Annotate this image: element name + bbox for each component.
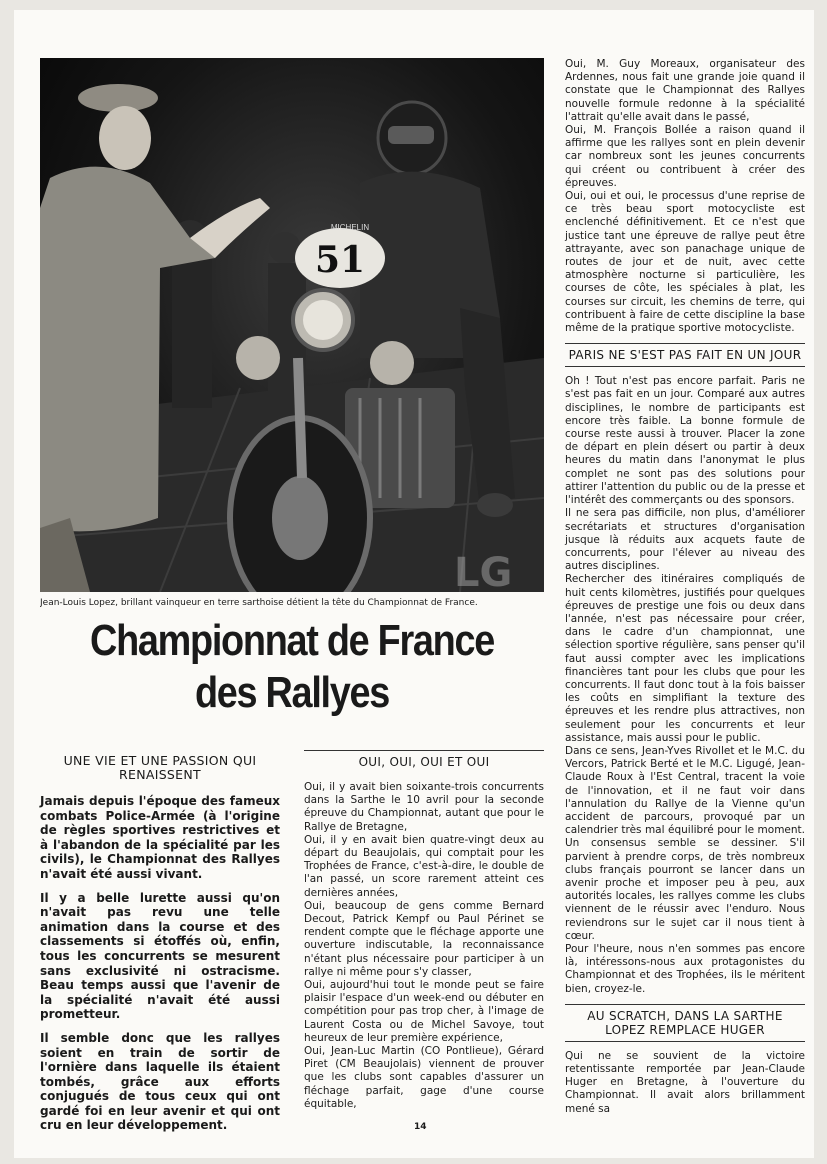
fairing-brand-text: MICHELIN [330, 223, 370, 232]
right-paragraph: Il ne sera pas difficile, non plus, d'améliorer secrétariats et structures d'organisation jusque là réduits aux acquets faute de concurrents, pour l'élever au niveau des autres disciplines. [565, 507, 805, 573]
middle-heading: OUI, OUI, OUI ET OUI [304, 750, 544, 773]
left-paragraph: Il semble donc que les rallyes soient en train de sortir de l'ornière dans laquelle ils étaient tombés, grâce aux efforts conjugués de tous ceux qui ont gardé foi en leur avenir et qui ont cru en leur développement. [40, 1030, 280, 1133]
title-line-2: des Rallyes [194, 668, 390, 717]
right-paragraph: Pour l'heure, nous n'en sommes pas encore là, intéressons-nous aux protagonistes du Championnat et des Trophées, ils le méritent bien, croyez-le. [565, 943, 805, 995]
left-paragraph: Jamais depuis l'époque des fameux combats Police-Armée (à l'origine de règles sportives restrictives et à l'abandon de la spécialité par les civils), le Championnat des Rallyes n'avait été aussi vivant. [40, 794, 280, 881]
section-heading-paris: PARIS NE S'EST PAS FAIT EN UN JOUR [565, 343, 805, 367]
page-number: 14 [414, 1122, 427, 1132]
middle-paragraph: Oui, beaucoup de gens comme Bernard Decout, Patrick Kempf ou Paul Périnet se rendent compte que le fléchage apporte une ouverture indiscutable, la reconnaissance n'étant plus nécessaire pour participer à un rallye ni même pour s'y classer, [304, 899, 544, 978]
middle-paragraph: Oui, il y avait bien soixante-trois concurrents dans la Sarthe le 10 avril pour la seconde épreuve du Championnat, autant que pour le Rallye de Bretagne, [304, 781, 544, 833]
right-paragraph: Dans ce sens, Jean-Yves Rivollet et le M.C. du Vercors, Patrick Berté et le M.C. Ligugé, Jean-Claude Roux à l'Est Central, tracent la voie de l'innovation, et il ne faut voir dans l'annulation du Rallye de la Vienne qu'un accident de parcours, provoqué par un calendrier très mal équilibré pour le moment. Un consensus semble se dessiner. S'il parvient à prendre corps, de très nombreux clubs français pourront se lancer dans un avenir proche et imposer peu à peu, aux autorités locales, les rallyes comme les clubs viennent de le réussir avec l'enduro. Nous reviendrons sur le sujet car il nous tient à cœur. [565, 744, 805, 942]
middle-paragraph: Oui, aujourd'hui tout le monde peut se faire plaisir l'espace d'un week-end ou débuter en compétition pour pas trop cher, à l'image de Laurent Costa ou de Michel Savoye, tout heureux de leur première expérience, [304, 979, 544, 1044]
title-line-1: Championnat de France [90, 616, 494, 665]
rally-photo [40, 58, 544, 592]
left-column [40, 750, 280, 1142]
scratch-heading-line-2: LOPEZ REMPLACE HUGER [605, 1022, 765, 1037]
right-intro-paragraph: Oui, M. François Bollée a raison quand il affirme que les rallyes sont en plein devenir car nombreux sont les jeunes concurrents qui créent ou contribuent à créer des épreuves. [565, 124, 805, 189]
middle-paragraph: Oui, Jean-Luc Martin (CO Pontlieue), Gérard Piret (CM Beaujolais) viennent de prouver que les clubs sont capables d'assurer un fléchage parfait, gage d'une course équitable, [304, 1045, 544, 1110]
right-paragraph: Oh ! Tout n'est pas encore parfait. Paris ne s'est pas fait en un jour. Comparé aux autres disciplines, le nombre de participants est encore très faible. La bonne formule de course reste aussi à trouver. Placer la zone de départ en plein désert ou partir à deux heures du matin dans l'anonymat le plus complet ne sont pas des solutions pour attirer l'attention du public ou de la presse et l'intérêt des commerçants ou des sponsors. [565, 375, 805, 507]
section-heading-scratch [565, 1004, 805, 1042]
left-heading: UNE VIE ET UNE PASSION QUI RENAISSENT [63, 753, 257, 782]
right-paragraph: Qui ne se souvient de la victoire retentissante remportée par Jean-Claude Huger en Bretagne, à l'ouverture du Championnat. Il avait alors brillamment mené sa [565, 1049, 805, 1115]
right-paragraph: Rechercher des itinéraires compliqués de huit cents kilomètres, justifiés pour quelques épreuves de prestige une fois ou deux dans l'année, n'est pas nécessaire pour créer, dans le cadre d'un championnat, une sélection sportive régulière, sans penser qu'il faut aussi compter avec les implications financières tant pour les clubs que pour les concurrents. Il faut donc tout à la fois baisser les coûts en simplifiant la texture des épreuves et les rendre plus attractives, non seulement pour les concurrents et leur assistance, mais aussi pour le public. [565, 573, 805, 744]
rally-photo-illustration [40, 58, 544, 592]
middle-column [304, 750, 544, 1111]
right-column [565, 58, 805, 1116]
right-intro-paragraph: Oui, M. Guy Moreaux, organisateur des Ardennes, nous fait une grande joie quand il constate que le Championnat des Rallyes nouvelle formule redonne à la spécialité l'attrait qu'elle avait dans le passé, [565, 58, 805, 123]
magazine-page [14, 10, 814, 1158]
left-paragraph: Il y a belle lurette aussi qu'on n'avait pas revu une telle animation dans la course et des classements si étoffés où, enfin, tous les concurrents se mesurent sans exclusivité ni ostracisme. Beau temps aussi que l'avenir de la spécialité n'avait été aussi prometteur. [40, 890, 280, 1022]
race-number-plate: 51 [314, 239, 366, 281]
middle-paragraph: Oui, il y en avait bien quatre-vingt deux au départ du Beaujolais, qui comptait pour les Trophées de France, c'est-à-dire, le double de l'an passé, un score rarement atteint ces dernières années, [304, 833, 544, 899]
watermark: LG [454, 550, 513, 596]
right-intro-paragraph: Oui, oui et oui, le processus d'une reprise de ce très beau sport motocycliste est enclenché définitivement. Et ce n'est que justice tant une épreuve de rallye peut être attrayante, avec son panachage unique de routes de jour et de nuit, avec cette atmosphère nocturne si particulière, les courses de côte, les spéciales à plat, les courses sur circuit, les chemins de terre, qui contribuent à faire de cette discipline la base même de la pratique sportive motocycliste. [565, 190, 805, 335]
scratch-heading-line-1: AU SCRATCH, DANS LA SARTHE [587, 1008, 783, 1023]
photo-caption: Jean-Louis Lopez, brillant vainqueur en terre sarthoise détient la tête du Championnat de France. [40, 598, 478, 608]
article-title [75, 615, 508, 719]
